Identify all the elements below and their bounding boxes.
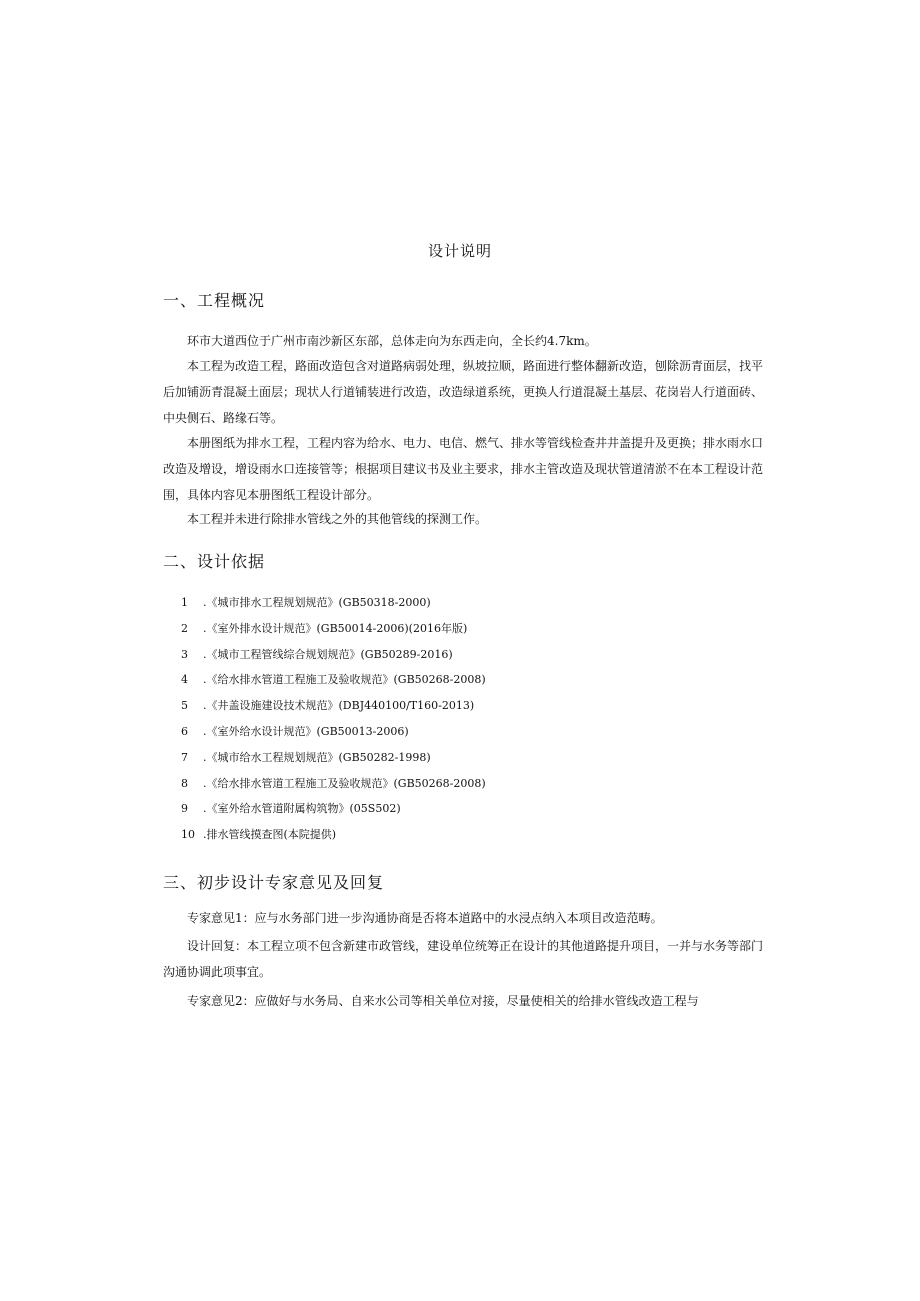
document-title: 设计说明	[427, 242, 492, 260]
expert-opinion-1: 专家意见1：应与水务部门进一步沟通协商是否将本道路中的水浸点纳入本项目改造范畴。	[187, 911, 663, 925]
reference-text: .排水管线摸查图(本院提供)	[203, 828, 337, 842]
reference-text: .《室外排水设计规范》(GB50014-2006)(2016年版)	[203, 621, 468, 635]
overview-paragraph-2: 本工程为改造工程，路面改造包含对道路病弱处理，纵坡拉顺，路面进行整体翻新改造，刨除沥青面层，找平后加铺沥青混凝土面层；现状人行道铺装进行改造，改造绿道系统，更换人行道混凝土基层、花岗岩人行道面砖、中央侧石、路缘石等。	[163, 359, 764, 425]
section-heading-design-basis: 二、设计依据	[163, 552, 266, 571]
section-heading-expert-opinions: 三、初步设计专家意见及回复	[163, 873, 385, 892]
reference-list	[181, 590, 486, 848]
reference-item	[181, 667, 486, 693]
reference-text: .《城市给水工程规划规范》(GB50282-1998)	[203, 750, 431, 764]
reference-text: .《城市排水工程规划规范》(GB50318-2000)	[203, 596, 431, 609]
reference-text: .《井盖设施建设技术规范》(DBJ440100/T160-2013)	[203, 699, 475, 713]
reference-text: .《给水排水管道工程施工及验收规范》(GB50268-2008)	[203, 673, 486, 687]
reference-number: 3	[181, 647, 188, 661]
design-reply-1: 设计回复：本工程立项不包含新建市政管线，建设单位统筹正在设计的其他道路提升项目，一并与水务等部门沟通协调此项事宜。	[163, 939, 764, 979]
reference-number: 2	[181, 621, 188, 635]
reference-item	[181, 642, 486, 668]
section-heading-overview: 一、工程概况	[163, 291, 266, 310]
reference-text: .《室外给水设计规范》(GB50013-2006)	[203, 724, 409, 738]
reference-number: 1	[181, 596, 188, 609]
reference-number: 4	[181, 673, 188, 687]
reference-text: .《城市工程管线综合规划规范》(GB50289-2016)	[203, 647, 453, 661]
reference-number: 9	[181, 802, 188, 816]
expert-opinion-2: 专家意见2：应做好与水务局、自来水公司等相关单位对接，尽量使相关的给排水管线改造工程与	[187, 994, 699, 1008]
reference-number: 10	[181, 828, 195, 842]
reference-number: 8	[181, 776, 188, 790]
reference-text: .《室外给水管道附属构筑物》(05S502)	[203, 802, 401, 816]
reference-item	[181, 693, 486, 719]
overview-paragraph-3: 本册图纸为排水工程，工程内容为给水、电力、电信、燃气、排水等管线检查井井盖提升及更换；排水雨水口改造及增设，增设雨水口连接管等；根据项目建议书及业主要求，排水主管改造及现状管道清淤不在本工程设计范围，具体内容见本册图纸工程设计部分。	[163, 436, 764, 502]
reference-item	[181, 590, 486, 616]
reference-text: .《给水排水管道工程施工及验收规范》(GB50268-2008)	[203, 776, 486, 790]
overview-paragraph-1: 环市大道西位于广州市南沙新区东部，总体走向为东西走向，全长约4.7km。	[187, 334, 597, 348]
reference-item	[181, 822, 486, 848]
reference-item	[181, 616, 486, 642]
reference-item	[181, 796, 486, 822]
reference-number: 6	[181, 724, 188, 738]
reference-number: 7	[181, 750, 188, 764]
reference-number: 5	[181, 699, 188, 713]
reference-item	[181, 745, 486, 771]
overview-paragraph-4: 本工程并未进行除排水管线之外的其他管线的探测工作。	[187, 512, 488, 526]
reference-item	[181, 771, 486, 797]
reference-item	[181, 719, 486, 745]
